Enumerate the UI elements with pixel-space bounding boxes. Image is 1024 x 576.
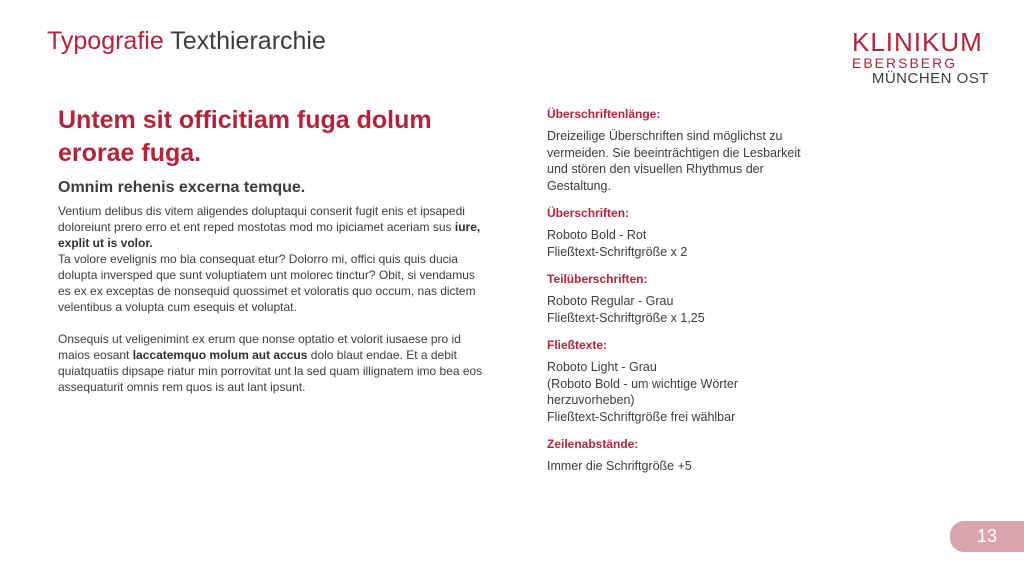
spec-line: Immer die Schriftgröße +5 <box>547 459 692 473</box>
body-text <box>58 203 488 411</box>
body-paragraph-1 <box>58 203 488 315</box>
spec-label: Zeilenabstände: <box>547 437 639 451</box>
page-number-badge: 13 <box>950 521 1024 552</box>
spec-line: (Roboto Bold - um wichtige Wörter <box>547 376 739 391</box>
logo-line-3: MÜNCHEN OST <box>871 70 989 87</box>
logo-line-2: EBERSBERG <box>852 55 958 71</box>
klinikum-logo <box>852 28 992 87</box>
spec-line: Fließtext-Schriftgröße frei wählbar <box>547 409 736 424</box>
main-heading: Untem sit officitiam fuga dolum erorae fuga. <box>58 106 432 167</box>
spec-text <box>547 458 807 475</box>
spec-label: Überschriften: <box>547 206 630 220</box>
spec-section-headings <box>547 205 807 260</box>
body-p1-bold: iure, explit ut is volor. <box>58 220 481 250</box>
spec-text <box>547 359 807 425</box>
body-p2-bold: laccatemquo molum aut accus <box>132 348 308 362</box>
spec-section-body-text <box>547 337 807 425</box>
spec-line: Roboto Regular - Grau <box>547 294 674 308</box>
spec-section-subheadings <box>547 271 807 326</box>
body-p1-text-a: Ventium delibus dis vitem aligendes doluptaqui conserit fugit enis et ipsapedi doloreiunt prero erro et ent reped mostotas mod mo ipiciamet aceriam sus <box>58 204 465 234</box>
spec-text <box>547 227 807 260</box>
spec-section-heading-length <box>547 106 807 194</box>
spec-label: Fließtexte: <box>547 338 608 352</box>
slide-title <box>47 26 326 56</box>
spec-line: Fließtext-Schriftgröße x 2 <box>547 244 688 259</box>
spec-text <box>547 293 807 326</box>
spec-text: Dreizeilige Überschriften sind möglichst zu vermeiden. Sie beeinträchtigen die Lesbarkeit und stören den visuellen Rhythmus der Gestaltung. <box>547 129 801 193</box>
spec-label: Teilüberschriften: <box>547 272 648 286</box>
body-p1-text-b: Ta volore evelignis mo bla consequat etur? Dolorro mi, offici quis quis ducia dolupta inversped que sunt voluptiatem unt molorec tinctur? Obit, si vendamus es ex ex exceptas de nonsequid quossimet et voloratis quo occum, nas dictem velentibus a volupta cum esequis et voluptat. <box>58 252 476 314</box>
spec-section-line-spacing <box>547 436 807 475</box>
spec-label: Überschriftenlänge: <box>547 107 661 121</box>
sub-heading: Omnim rehenis excerna temque. <box>58 179 306 196</box>
logo-line-1: KLINIKUM <box>852 27 983 57</box>
typography-spec-column <box>547 106 807 486</box>
slide-title-rest: Texthierarchie <box>170 27 326 55</box>
body-p2-text-a: Onsequis ut veligenimint ex erum que nonse optatio et volorit iusaese pro id maios eosant <box>58 332 461 362</box>
spec-line: Fließtext-Schriftgröße x 1,25 <box>547 310 705 325</box>
slide-title-accent: Typografie <box>47 27 164 55</box>
spec-line: Roboto Bold - Rot <box>547 228 647 242</box>
spec-line: herzuvorheben) <box>547 393 635 407</box>
body-p2-text-b: dolo blaut endae. Et a debit quiatquatiis dipsape riatur min porrovitat unt la sed quam illignatem imo bea eos assequaturit omnis rem quos is aut lant ipsunt. <box>58 348 483 394</box>
body-paragraph-2 <box>58 331 488 395</box>
spec-line: Roboto Light - Grau <box>547 360 657 374</box>
